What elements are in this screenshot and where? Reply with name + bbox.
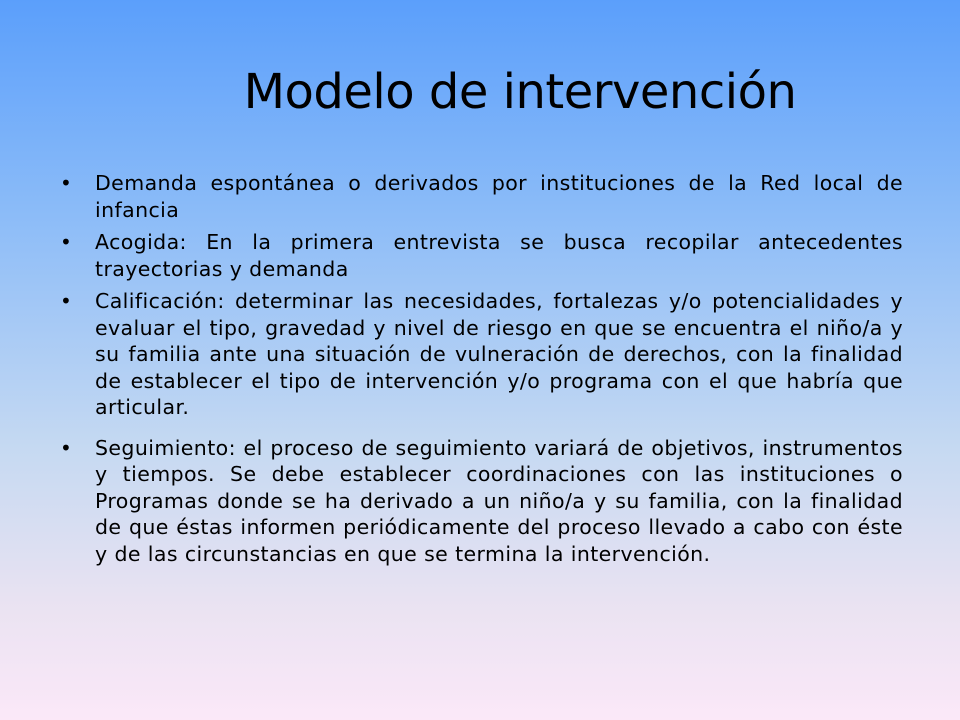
bullet-item-seguimiento (60, 435, 903, 568)
bullet-icon: • (60, 289, 73, 313)
bullet-item-demanda (60, 170, 903, 223)
bullet-item-calificacion (60, 288, 903, 421)
bullet-icon: • (60, 435, 73, 460)
bullet-text: Acogida: En la primera entrevista se busca recopilar antecedentes trayectorias y demanda (95, 230, 903, 281)
bullet-icon: • (60, 171, 73, 195)
bullet-item-acogida (60, 229, 903, 282)
slide-title: Modelo de intervención (243, 64, 797, 120)
bullet-icon: • (60, 230, 73, 254)
bullet-text: Demanda espontánea o derivados por instituciones de la Red local de infancia (95, 171, 903, 222)
bullet-text: Calificación: determinar las necesidades, fortalezas y/o potencialidades y evaluar el tipo, gravedad y nivel de riesgo en que se encuentra el niño/a y su familia ante una situación de vulneración de derechos, con la finalidad de establecer el tipo de intervención y/o programa con el que habría que articular. (95, 289, 903, 419)
bullet-text: Seguimiento: el proceso de seguimiento variará de objetivos, instrumentos y tiempos. Se debe establecer coordinaciones con las instituciones o Programas donde se ha derivado a un niño/a y su familia, con la finalidad de que éstas informen periódicamente del proceso llevado a cabo con éste y de las circunstancias en que se termina la intervención. (95, 435, 903, 566)
bullet-list (60, 170, 903, 573)
